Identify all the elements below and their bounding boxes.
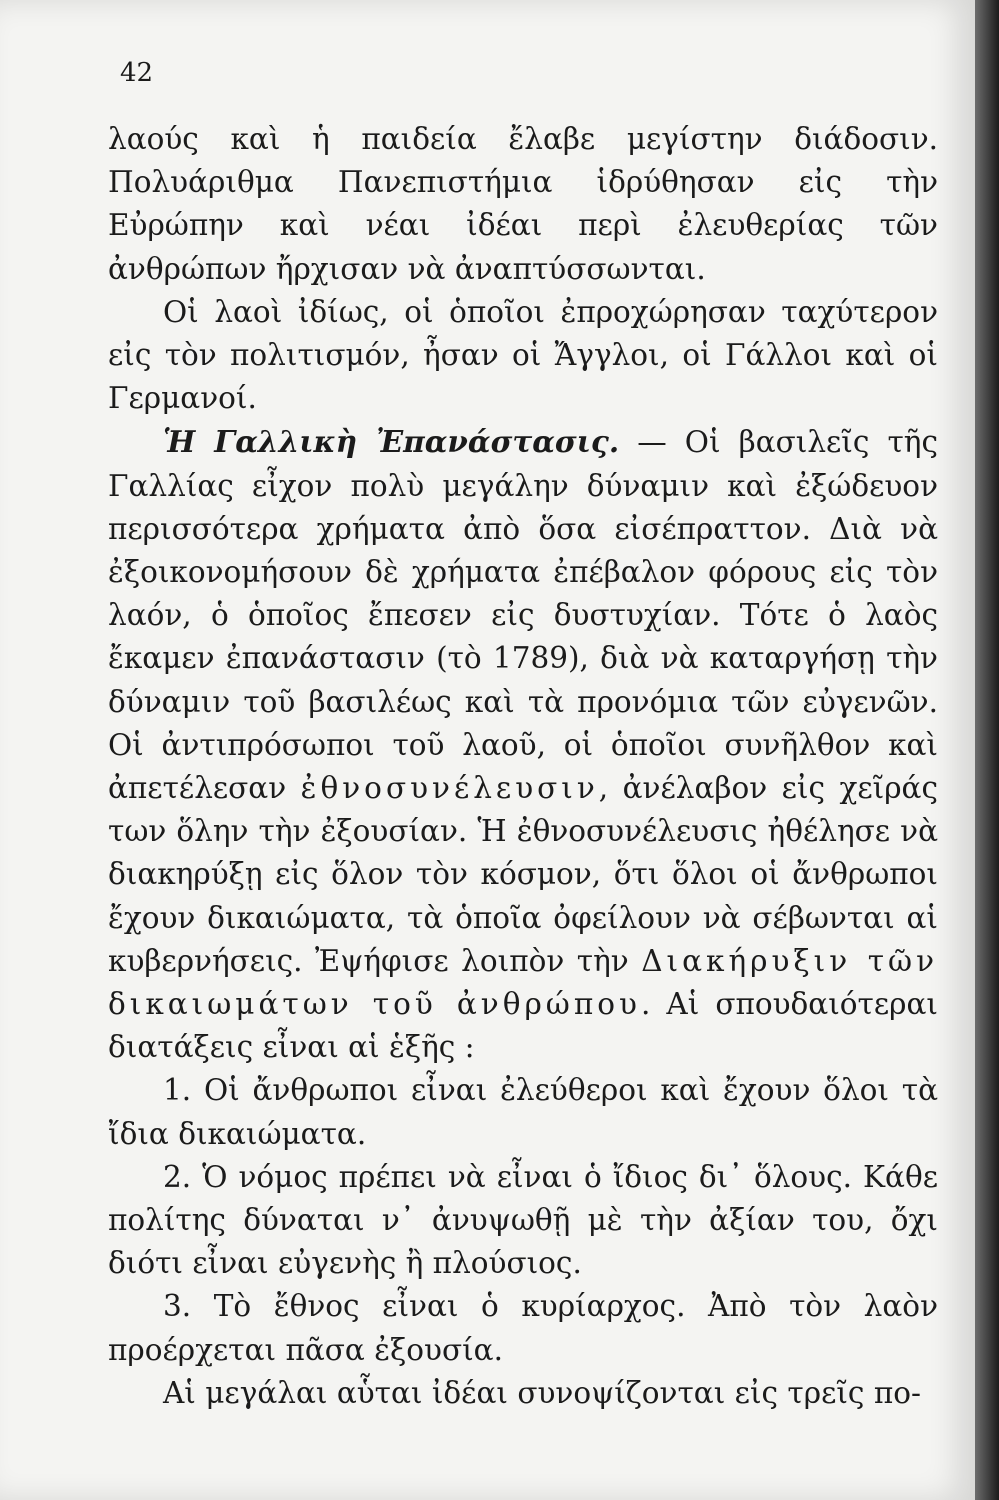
- page-edge-shadow: [975, 0, 999, 1500]
- paragraph-3: [108, 420, 938, 1069]
- spaced-term-assembly: ἐθνοσυνέλευσιν: [300, 771, 599, 806]
- paragraph-3-part-a: — Οἱ βασιλεῖς τῆς Γαλλίας εἶχον πολὺ μεγάλην δύναμιν καὶ ἐξώδευον περισσότερα χρήματα ἀπὸ ὅσα εἰσέπραττον. Διὰ νὰ ἐξοικονομήσουν δὲ χρήματα ἐπέβαλον φόρους εἰς τὸν λαόν, ὁ ὁποῖος ἔπεσεν εἰς δυστυχίαν. Τότε ὁ λαὸς ἔκαμεν ἐπανάστασιν (τὸ 1789), διὰ νὰ καταργήσῃ τὴν δύναμιν τοῦ βασιλέως καὶ τὰ προνόμια τῶν εὐγενῶν. Οἱ ἀντιπρόσωποι τοῦ λαοῦ, οἱ ὁποῖοι συνῆλθον καὶ ἀπετέλεσαν: [108, 425, 938, 806]
- spaced-term-declaration: Διακήρυξιν τῶν δικαιωμάτων τοῦ ἀνθρώπου: [108, 943, 938, 1022]
- paragraph-1: λαούς καὶ ἡ παιδεία ἔλαβε μεγίστην διάδοσιν. Πολυάριθμα Πανεπιστήμια ἱδρύθησαν εἰς τὴν Εὐρώπην καὶ νέαι ἰδέαι περὶ ἐλευθερίας τῶν ἀνθρώπων ἤρχισαν νὰ ἀναπτύσσωνται.: [108, 122, 938, 286]
- list-item-2: 2. Ὁ νόμος πρέπει νὰ εἶναι ὁ ἴδιος δι᾽ ὅλους. Κάθε πολίτης δύναται ν᾽ ἀνυψωθῇ μὲ τὴν ἀξίαν του, ὄχι διότι εἶναι εὐγενὴς ἢ πλούσιος.: [108, 1159, 938, 1281]
- list-item-3: 3. Τὸ ἔθνος εἶναι ὁ κυρίαρχος. Ἀπὸ τὸν λαὸν προέρχεται πᾶσα ἐξουσία.: [108, 1289, 938, 1367]
- section-heading: Ἡ Γαλλικὴ Ἐπανάστασις.: [163, 424, 620, 460]
- paragraph-3-part-b: , ἀνέλαβον εἰς χεῖράς των ὅλην τὴν ἐξουσίαν. Ἡ ἐθνοσυνέλευσις ἠθέλησε νὰ διακηρύξῃ εἰς ὅλον τὸν κόσμον, ὅτι ὅλοι οἱ ἄνθρωποι ἔχουν δικαιώματα, τὰ ὁποῖα ὀφείλουν νὰ σέβωνται αἱ κυβερνήσεις. Ἐψήφισε λοιπὸν τὴν: [108, 771, 938, 978]
- paragraph-4: Αἱ μεγάλαι αὗται ἰδέαι συνοψίζονται εἰς τρεῖς πο-: [163, 1375, 921, 1410]
- paragraph-2: Οἱ λαοὶ ἰδίως, οἱ ὁποῖοι ἐπροχώρησαν ταχύτερον εἰς τὸν πολιτισμόν, ἦσαν οἱ Ἄγγλοι, οἱ Γάλλοι καὶ οἱ Γερμανοί.: [108, 294, 938, 416]
- page-number: 42: [120, 58, 154, 88]
- paragraph-3-part-c: . Αἱ σπουδαιότεραι διατάξεις εἶναι αἱ ἑξῆς :: [108, 987, 938, 1065]
- page-body: [108, 118, 938, 1415]
- list-item-1: 1. Οἱ ἄνθρωποι εἶναι ἐλεύθεροι καὶ ἔχουν ὅλοι τὰ ἴδια δικαιώματα.: [108, 1073, 938, 1151]
